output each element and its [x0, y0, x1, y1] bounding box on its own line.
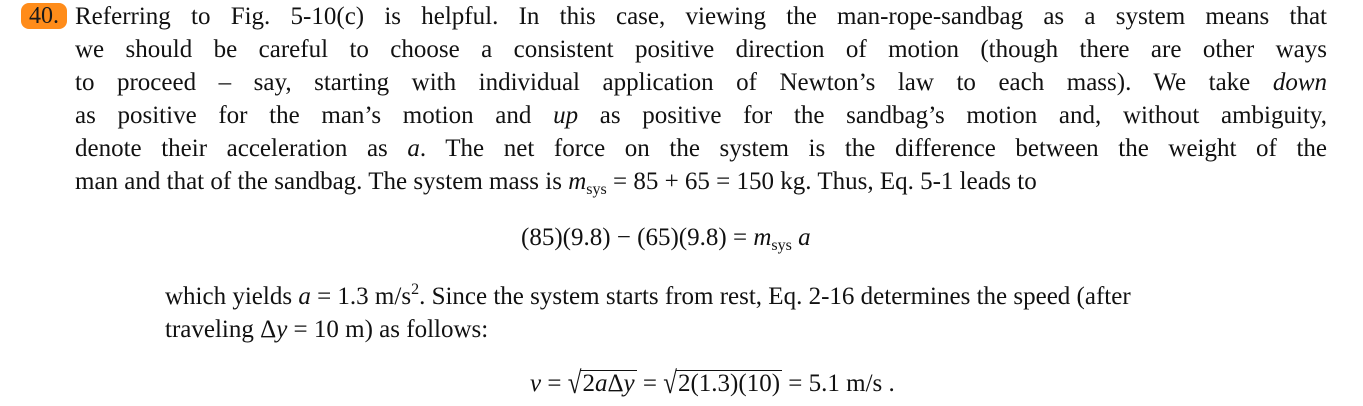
- paragraph-line: denote their acceleration as a. The net force on the system is the difference between the weight of the: [75, 135, 1327, 162]
- radical-sign: √: [663, 366, 677, 401]
- solution-paragraph: [165, 273, 1345, 346]
- sqrt-content: 2aΔy: [582, 370, 635, 397]
- paragraph-line: to proceed – say, starting with individual application of Newton’s law to each mass). We take down: [75, 69, 1327, 96]
- paragraph-line: Referring to Fig. 5-10(c) is helpful. In this case, viewing the man-rope-sandbag as a system means that: [75, 3, 1327, 30]
- paragraph-line: as positive for the man’s motion and up as positive for the sandbag’s motion and, without ambiguity,: [75, 102, 1328, 129]
- emphasis-word: down: [1272, 69, 1327, 96]
- paragraph-line: traveling Δy = 10 m) as follows:: [165, 316, 489, 343]
- equation-force-balance: $(85)(9.8) - (65)(9.8) = m_{sys}$ a: [521, 224, 811, 254]
- problem-number-badge: 40.: [21, 3, 67, 29]
- sqrt-content: 2(1.3)(10): [677, 370, 781, 397]
- paragraph-line: we should be careful to choose a consistent positive direction of motion (though there are other ways: [75, 36, 1327, 63]
- radical-sign: √: [567, 366, 582, 401]
- equation-speed: v = √2aΔy = √2(1.3)(10) = 5.1 m/s .: [530, 366, 895, 401]
- paragraph-line: which yields a = 1.3 $m/s^2$. Since the system starts from rest, Eq. 2-16 determines the speed (after: [165, 281, 1131, 310]
- math-var: a: [407, 135, 420, 162]
- paragraph-line: man and that of the sandbag. The system mass is $m_{sys} = 85 + 65 = 150$ kg. Thus, Eq. 5-1 leads to: [75, 168, 1037, 198]
- emphasis-word: up: [553, 102, 579, 129]
- math-var: m: [568, 168, 587, 195]
- problem-paragraph: [75, 0, 1327, 206]
